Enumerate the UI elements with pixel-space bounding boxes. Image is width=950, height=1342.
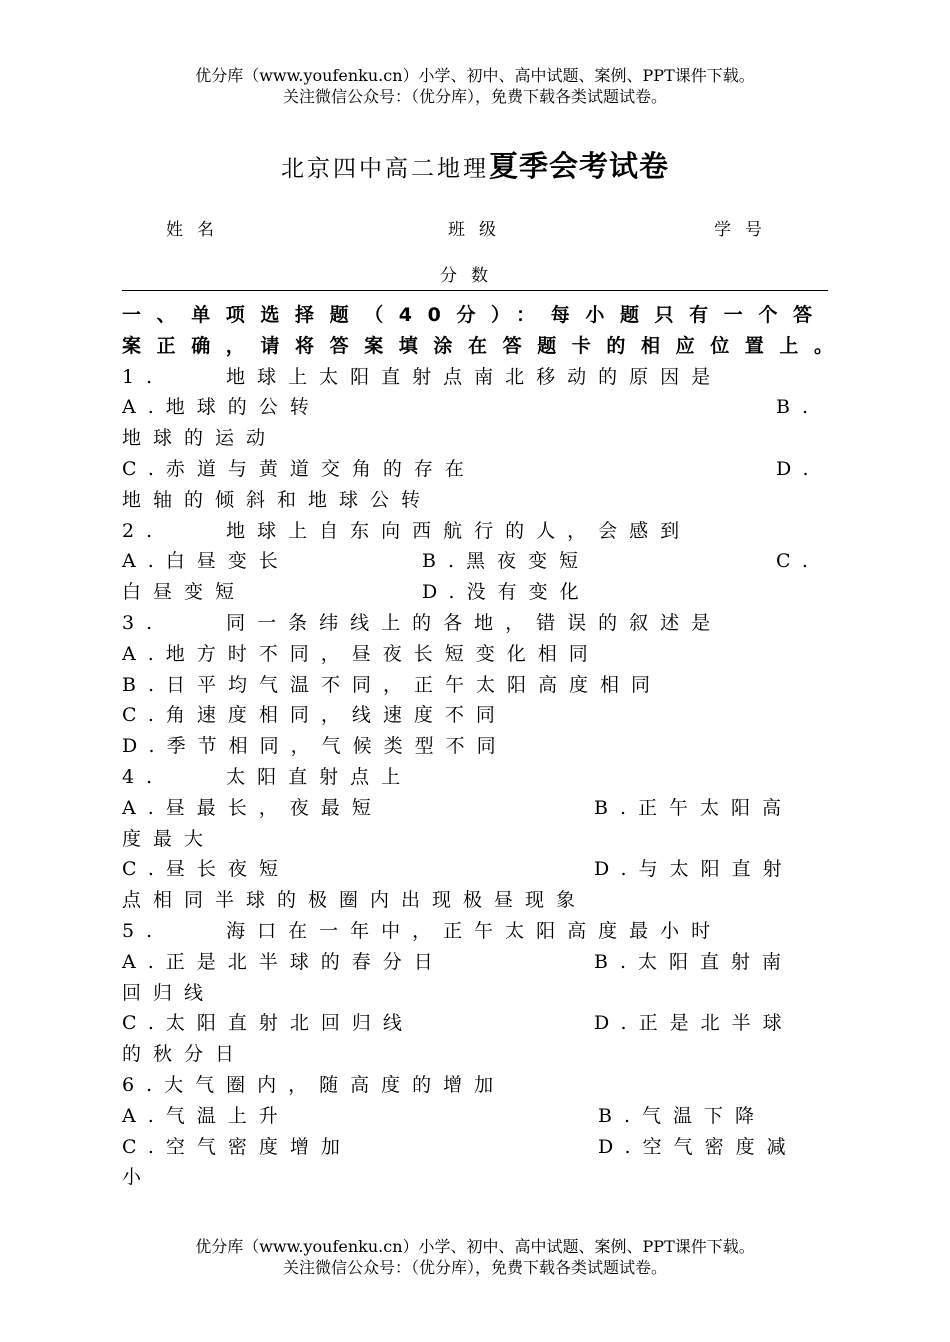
q3-option-d: D.季节相同，气候类型不同	[122, 735, 508, 758]
q1-option-d-label: D.	[776, 457, 821, 480]
q3-option-c: C.角速度相同，线速度不同	[122, 704, 507, 727]
q1-option-d-text: 地轴的倾斜和地球公转	[122, 488, 433, 511]
name-field-label: 姓名	[166, 220, 228, 240]
q6-row-cd	[122, 1132, 828, 1163]
q5-option-b: B.太阳直射南	[594, 950, 794, 973]
q1-option-b-text: 地球的运动	[122, 427, 278, 450]
footer-line-2: 关注微信公众号：（优分库），免费下载各类试题试卷。	[282, 1258, 667, 1277]
footer-line-1: 优分库（www.youfenku.cn）小学、初中、高中试题、案例、PPT课件下载。	[195, 1237, 755, 1256]
q4-stem: 4. 太阳直射点上	[122, 765, 413, 788]
q1-option-b-label: B.	[776, 396, 821, 419]
q5-option-d-cont: 的秋分日	[122, 1043, 247, 1066]
page-title	[0, 144, 950, 185]
q6-stem: 6.大气圈内，随高度的增加	[122, 1073, 506, 1096]
q2-option-d: D.没有变化	[422, 581, 591, 604]
score-field-label: 分数	[440, 266, 502, 286]
q1-row-ab	[122, 392, 828, 423]
q5-option-b-cont: 回归线	[122, 981, 216, 1004]
q2-option-a: A.白昼变长	[122, 550, 290, 573]
q1-option-a: A.地球的公转	[122, 396, 321, 419]
header-line-2: 关注微信公众号：（优分库），免费下载各类试题试卷。	[282, 87, 667, 106]
q5-stem: 5. 海口在一年中，正午太阳高度最小时	[122, 919, 723, 942]
q3-option-a: A.地方时不同，昼夜长短变化相同	[122, 642, 600, 665]
q4-option-a: A.昼最长，夜最短	[122, 796, 383, 819]
q2-option-c-label: C.	[776, 550, 820, 573]
q4-row-ab	[122, 793, 828, 824]
q4-option-b: B.正午太阳高	[594, 796, 794, 819]
q3-stem: 3. 同一条纬线上的各地，错误的叙述是	[122, 611, 723, 634]
q4-option-d-cont: 点相同半球的极圈内出现极昼现象	[122, 889, 588, 912]
q4-option-b-cont: 度最大	[122, 827, 216, 850]
q6-option-c: C.空气密度增加	[122, 1135, 352, 1158]
q4-option-d: D.与太阳直射	[594, 858, 794, 881]
question-body	[122, 300, 849, 1193]
q3-option-b: B.日平均气温不同，正午太阳高度相同	[122, 673, 663, 696]
q6-option-d: D.空气密度减	[598, 1135, 798, 1158]
q1-row-cd	[122, 454, 828, 485]
section-heading-line-1: 一、单项选择题（40分）：每小题只有一个答	[122, 304, 828, 326]
q6-option-d-cont: 小	[122, 1166, 154, 1189]
q6-option-a: A.气温上升	[122, 1104, 290, 1127]
q6-option-b: B.气温下降	[598, 1104, 767, 1127]
q5-option-d: D.正是北半球	[594, 1012, 794, 1035]
q2-row-cd	[122, 577, 828, 608]
section-heading-line-2: 案正确，请将答案填涂在答题卡的相应位置上。	[122, 334, 849, 357]
q4-row-cd	[122, 854, 828, 885]
q2-stem: 2. 地球上自东向西航行的人，会感到	[122, 519, 692, 542]
title-part-1: 北京四中高二地理	[280, 156, 489, 182]
q2-option-c-text: 白昼变短	[122, 581, 247, 604]
q6-row-ab	[122, 1101, 828, 1132]
q5-option-a: A.正是北半球的春分日	[122, 950, 445, 973]
header-line-1: 优分库（www.youfenku.cn）小学、初中、高中试题、案例、PPT课件下载。	[195, 66, 755, 85]
q2-option-b: B.黑夜变短	[422, 550, 591, 573]
class-field-label: 班级	[448, 220, 510, 240]
q4-option-c: C.昼长夜短	[122, 858, 290, 881]
header-divider	[122, 290, 828, 291]
q1-stem: 1. 地球上太阳直射点南北移动的原因是	[122, 365, 723, 388]
q5-option-c: C.太阳直射北回归线	[122, 1012, 414, 1035]
title-part-2: 夏季会考试卷	[488, 149, 669, 183]
q5-row-ab	[122, 947, 828, 978]
q5-row-cd	[122, 1008, 828, 1039]
q2-row-abc	[122, 546, 828, 577]
student-no-field-label: 学号	[714, 220, 776, 240]
q1-option-c: C.赤道与黄道交角的存在	[122, 457, 476, 480]
